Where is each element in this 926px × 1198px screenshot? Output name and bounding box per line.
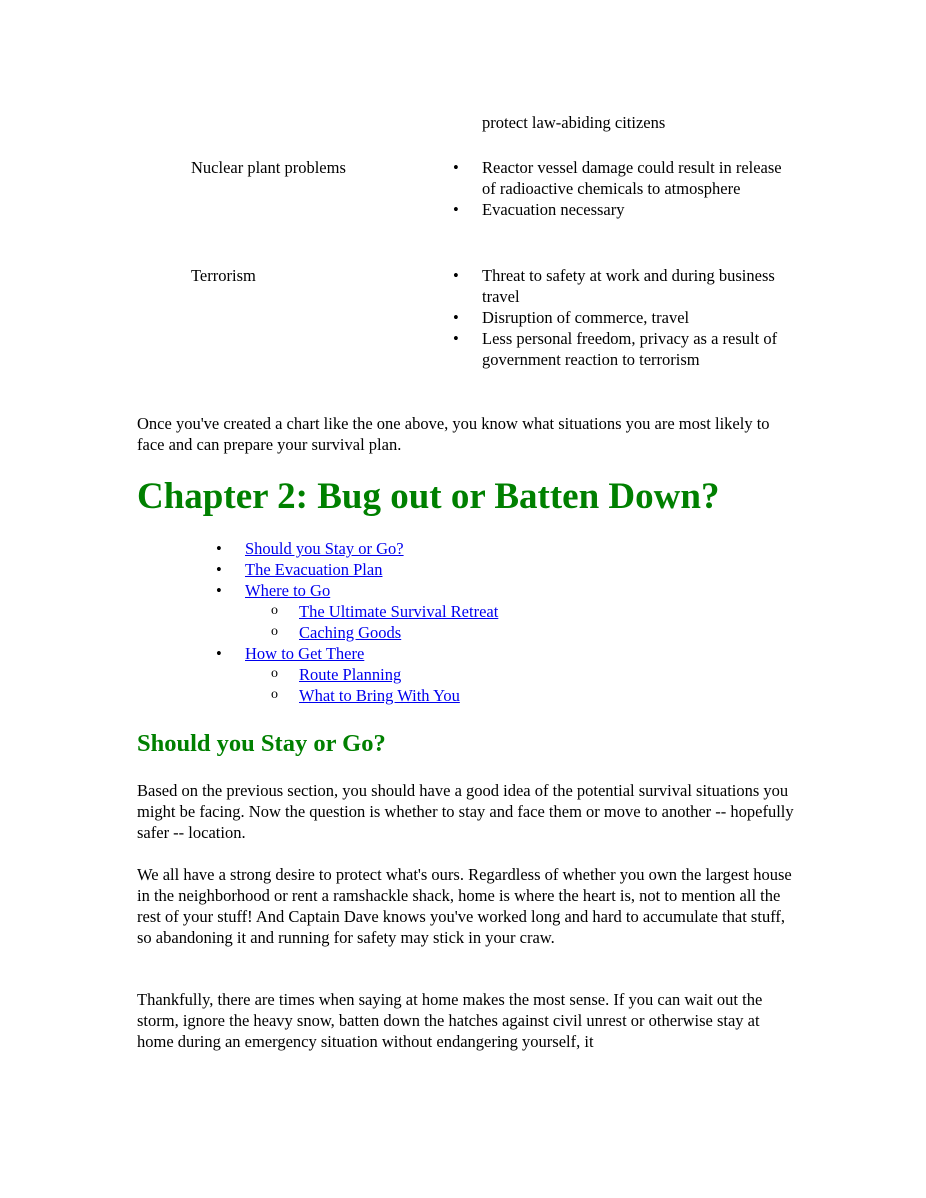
list-item: • Reactor vessel damage could result in release of radioactive chemicals to atmosphere <box>453 157 783 199</box>
chapter-toc <box>216 538 498 706</box>
body-paragraph: We all have a strong desire to protect what's ours. Regardless of whether you own the largest house in the neighborhood or rent a ramshackle shack, home is where the heart is, not to mention all the rest of your stuff! And Captain Dave knows you've worked long and hard to accumulate that stuff, so abandoning it and running for safety may stick in your craw. <box>137 865 792 947</box>
toc-subitem <box>245 664 498 685</box>
section-title: Should you Stay or Go? <box>137 730 386 757</box>
list-item: • Less personal freedom, privacy as a result of government reaction to terrorism <box>453 328 783 370</box>
table-continuation-text: protect law-abiding citizens <box>482 113 666 132</box>
toc-subitem <box>245 685 498 706</box>
toc-item <box>216 580 498 643</box>
toc-sublist <box>245 601 498 643</box>
toc-link-how-to-get-there[interactable]: How to Get There <box>245 644 365 663</box>
toc-sublist <box>245 664 498 706</box>
intro-paragraph: Once you've created a chart like the one above, you know what situations you are most likely to face and can prepare your survival plan. <box>137 414 770 454</box>
toc-subitem <box>245 622 498 643</box>
effects-list-terrorism <box>453 265 783 370</box>
list-item: • Threat to safety at work and during business travel <box>453 265 783 307</box>
toc-item <box>216 643 498 706</box>
body-paragraph: Based on the previous section, you should have a good idea of the potential survival situations you might be facing. Now the question is whether to stay and face them or move to another -- hopefully safer -- location. <box>137 781 794 842</box>
toc-link-evacuation-plan[interactable]: The Evacuation Plan <box>245 560 383 579</box>
list-item: • Disruption of commerce, travel <box>453 307 783 328</box>
toc-item <box>216 538 498 559</box>
toc-link-route-planning[interactable]: Route Planning <box>299 665 402 684</box>
toc-link-what-to-bring[interactable]: What to Bring With You <box>299 686 460 705</box>
toc-link-caching-goods[interactable]: Caching Goods <box>299 623 402 642</box>
situation-nuclear: Nuclear plant problems <box>191 158 346 177</box>
toc-item <box>216 559 498 580</box>
toc-link-where-to-go[interactable]: Where to Go <box>245 581 331 600</box>
list-item: • Evacuation necessary <box>453 199 783 220</box>
body-paragraph: Thankfully, there are times when saying at home makes the most sense. If you can wait out the storm, ignore the heavy snow, batten down the hatches against civil unrest or otherwise stay at home during an emergency situation without endangering yourself, it <box>137 990 763 1051</box>
effects-list-nuclear <box>453 157 783 220</box>
toc-subitem <box>245 601 498 622</box>
situation-terrorism: Terrorism <box>191 266 256 285</box>
toc-link-stay-or-go[interactable]: Should you Stay or Go? <box>245 539 404 558</box>
chapter-title: Chapter 2: Bug out or Batten Down? <box>137 476 720 517</box>
toc-link-ultimate-retreat[interactable]: The Ultimate Survival Retreat <box>299 602 499 621</box>
